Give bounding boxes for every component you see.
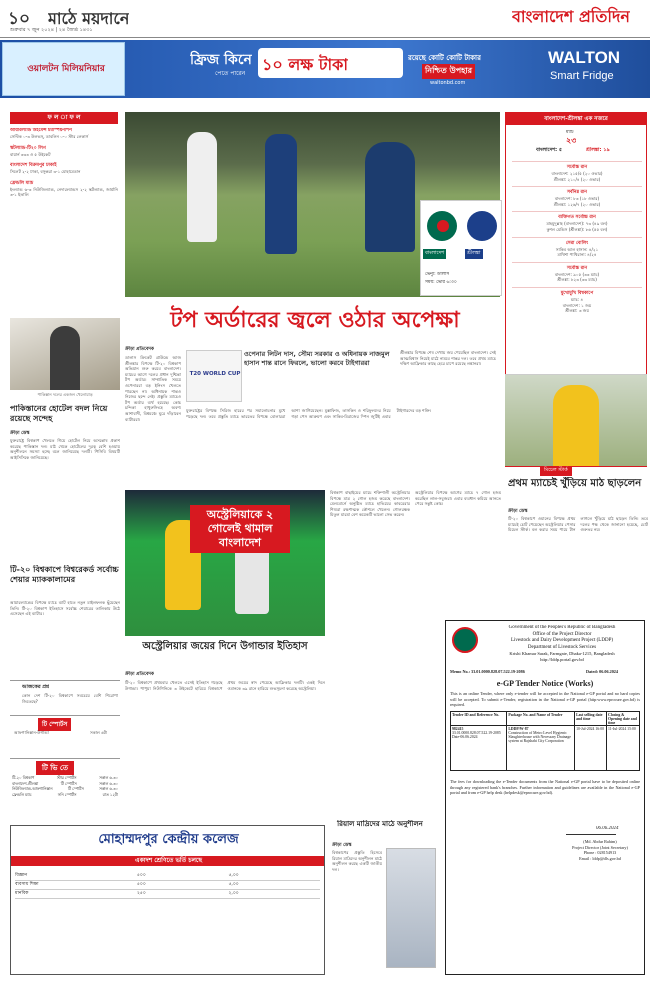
result-item [10, 128, 118, 140]
walton-ad-banner[interactable] [0, 40, 650, 98]
tender-title: e-GP Tender Notice (Works) [496, 679, 594, 688]
riyal-author: ক্রীড়া ডেস্ক [332, 843, 352, 848]
ad-mid-text2: নিশ্চিত উপহার [422, 64, 475, 79]
stark-figure [553, 385, 599, 466]
article-mid-text: যুক্তরাষ্ট্রের বিপক্ষে সিরিজ হারের পর সমালোচনার মুখে পড়েছে দল। তবে প্রস্তুতি ম্যাচে ভারতের বিপক্ষে বোলাররা আশা জাগিয়েছেন। মুস্তাফিজ, তাসকিন ও শরিফুলদের নিয়ে গড়া পেস আক্রমণ এবং সাকিব-মিরাজের স্পিন জুটিই এবার টাইগারদের বড় শক্তি। [186, 408, 432, 419]
tv-channel: টি স্পোর্টস [60, 780, 77, 786]
info-section [512, 287, 642, 314]
info-row: শ্রীলঙ্কা: ৮২৩ (৩৩ ম্যাচ) [557, 277, 597, 283]
ad-fridge-sub: পেতে পারেন [215, 70, 246, 77]
tender-th: Last selling date and time [575, 712, 607, 725]
ad-prize: ১০ লক্ষ টাকা [262, 55, 349, 74]
info-row: ম্যাচ: ৪ [570, 296, 584, 302]
result-body: সিলেট ২-২ ঢাকা, বসুন্ধরা ৩-১ মোহামেডান [10, 169, 81, 175]
tender-phone: Phone : 028154913 [583, 850, 617, 855]
results-column [10, 112, 118, 302]
result-head: বাংলাদেশ বিক্রমপুর ঢাকাই [10, 163, 57, 169]
section-title: মাঠে ময়দানে [48, 9, 130, 28]
info-sections [512, 161, 642, 318]
ad-left-panel [2, 42, 125, 96]
article-author: ক্রীড়া প্রতিবেদক [125, 347, 154, 352]
venue-text: ভেন্যু: ডালাস [425, 272, 450, 277]
wc-logo-text: T20 WORLD CUP [189, 371, 241, 377]
player-figure-1 [187, 132, 217, 242]
college-ad-sub: একাদশ শ্রেণিতে ভর্তি চলছে [11, 856, 325, 866]
tender-th: Tender ID and Reference No. [451, 712, 507, 725]
ad-prize-box [258, 48, 403, 78]
info-row: মাহমুদুল্লাহ (বাংলাদেশ): ৭৩ (৪৯ বল) [546, 221, 608, 227]
tender-memo: Memo No.: 33.01.0000.828.07.522.19-2086 [450, 669, 525, 674]
stark-author: ক্রীড়া ডেস্ক [508, 509, 528, 514]
tender-office: Office of the Project Director [532, 631, 592, 637]
pull-quote: ওপেনার লিটন দাস, সৌম্য সরকার ও অধিনায়ক নাজমুল হাসান শান্ত রানে ফিরলে, ভালো করবে টাইগাররা [244, 350, 390, 367]
college-ad-row [15, 881, 320, 890]
info-row: বাংলাদেশ: ৯০৫ (৩৩ ম্যাচ) [554, 271, 600, 277]
stark-caption: মিচেল স্টার্ক [540, 466, 572, 476]
bd-flag-icon [427, 211, 457, 241]
ad-millionaire-text: ওয়ালটন মিলিয়নিয়ার [27, 64, 105, 74]
bd-wins: বাংলাদেশ: ৫ [536, 147, 563, 153]
tender-address: Krishi Khamar Sarak, Farmgate, Dhaka-1215, Bangladesh [509, 651, 615, 656]
tv-channel: টি স্পোর্টস [67, 786, 84, 791]
results-list [10, 128, 118, 204]
riyal-photo [386, 848, 436, 968]
tv-event: ফ্রেন্ডলি ম্যাচ [12, 791, 32, 797]
info-row: সাকিব আল হাসান: ৪/২১ [555, 246, 599, 252]
tender-close: 11-Jul-2024 15:00 [608, 727, 636, 731]
college-cell: মানবিক [15, 891, 29, 896]
football-extra: অস্ট্রেলিয়ার বিপক্ষে আগের ম্যাচে ৭ গোল হজম করেছিল লাল-সবুজরা। এবার ব্যবধান কমিয়ে আনতে পেরে সন্তুষ্ট কোচ। [415, 490, 501, 507]
tender-signer-block [556, 839, 644, 861]
college-cell: ৫,০০ [228, 882, 239, 887]
tender-pkg: LDDP/W-87 [508, 727, 529, 731]
pakistan-player-photo [10, 318, 120, 390]
quiz-title: আজকের প্রশ্ন [22, 684, 50, 690]
college-cell: ২,০০ [228, 891, 239, 896]
college-ad[interactable] [10, 825, 325, 975]
info-section-title: মুখোমুখি বিশ্বকাপে [560, 290, 594, 296]
uganda-headline: অস্ট্রেলিয়ার জয়ের দিনে উগান্ডার ইতিহাস [142, 641, 308, 652]
sign-date: 06.06.2024 [596, 826, 619, 831]
tv-box [10, 758, 120, 818]
tv-time: সকাল ৬.৩০ [99, 786, 118, 791]
tender-td-id [451, 726, 507, 770]
info-row: শ্রীলঙ্কা: ৩ জয় [565, 308, 589, 314]
uganda-body: টি-২০ বিশ্বকাপে প্রথমবার খেলতে এসেই ইতিহাস গড়েছে উগান্ডা। পাপুয়া নিউগিনিকে ৩ উইকেটে হারিয়ে বিশ্বকাপে প্রথম জয়ের স্বাদ পেয়েছে আফ্রিকার দলটি। একই দিনে ওমানকে ৩৯ রানে হারিয়ে শুভসূচনা করেছে অস্ট্রেলিয়া। [125, 680, 325, 691]
tv-rows [12, 775, 118, 797]
info-section-title: সর্বোচ্চ রান [566, 265, 588, 271]
result-body: ইংল্যান্ড ৬-৩ নিউজিল্যান্ড, নেদারল্যান্ডস ২-২ স্কটল্যান্ড, জার্মানি ৩-১ ইতালি [10, 186, 118, 198]
stark-body: টি-২০ বিশ্বকাপে ওমানের বিপক্ষে প্রথম ম্যাচেই চোট পেয়েছেন অস্ট্রেলিয়ার পেসার মিচেল স্টার্ক। বল করার সময় পায়ে টান লাগলে খুঁড়িয়ে মাঠ ছাড়েন তিনি। তবে দলের পক্ষ থেকে জানানো হয়েছে, চোট গুরুতর নয়। [508, 516, 648, 533]
ad-fridge-text: ফ্রিজ কিনে [190, 52, 252, 68]
tv-row [12, 792, 118, 798]
result-body: সেল্টিক ০-৩ উলভস্‌, ডাবলিন ০-০ স্টার লেকার্স [10, 134, 89, 139]
sports-row-2: সকাল ৬টা [90, 730, 108, 735]
stark-photo [505, 374, 647, 466]
ad-web: waltonbd.com [430, 80, 466, 86]
info-row: বাংলাদেশ: ২১৫/৫ (২০ ওভার) [551, 171, 603, 176]
tender-web: http://lddp.portal.gov.bd [540, 657, 584, 662]
tender-dated: Dated: 06.06.2024 [586, 669, 618, 674]
page-header [0, 0, 650, 38]
result-item [10, 181, 118, 198]
info-box-title: বাংলাদেশ-শ্রীলঙ্কা এক নজরে [506, 113, 646, 125]
info-section [512, 262, 642, 283]
tender-td-pkg [507, 726, 575, 770]
info-section-title: সর্বনিম্ন রান [567, 190, 587, 196]
tender-intro: This is an online Tender, where only e-tender will be accepted in the National e-GP portal and no hard copies will be accepted. To submit e-Tender, registration in the National e-GP portal (http:www.eprocure.gov.bd) is required. [450, 691, 640, 707]
tender-sell: 10-Jul-2024 16:00 [575, 726, 607, 770]
matches-count: ২৩ [566, 136, 577, 145]
quiz-box [10, 680, 120, 710]
tender-table [450, 711, 640, 771]
tv-time: রাত ১২টা [102, 791, 118, 797]
tv-title: টি ভি তে [36, 761, 74, 775]
college-cell: বিজ্ঞান [15, 873, 28, 878]
ad-product: Smart Fridge [550, 70, 614, 82]
tv-time: সকাল ৬.৩০ [99, 775, 118, 780]
tender-email: Email : lddp@dls.gov.bd [579, 855, 621, 861]
info-section [512, 161, 642, 182]
sports-row-1: আফগানিস্তান-উগান্ডা [14, 730, 49, 735]
tender-notice [445, 620, 645, 975]
time-text: সময়: ভোর ৬:৩০ [425, 280, 457, 285]
sports-box-title: টি স্পোর্টস [38, 718, 71, 731]
result-head: আয়ারল্যান্ড উইমেন্স চ্যাম্পিয়নশিপ [10, 128, 72, 133]
info-section [512, 237, 642, 258]
info-row: বাংলাদেশ: ৮৩ (১৮ ওভার) [554, 196, 600, 202]
tender-signer-title: Project Director (Joint Secretary) [572, 844, 628, 850]
info-row: কুশল মেন্ডিস (শ্রীলঙ্কা): ৮৬ (৫৫ বল) [546, 226, 608, 232]
tender-th: Closing & Opening date and time [608, 713, 637, 725]
results-title: ফ ল া ফ ল [10, 112, 118, 124]
team1-label: বাংলাদেশ [423, 249, 446, 259]
masthead-logo: বাংলাদেশ প্রতিদিন [512, 7, 630, 26]
result-head: ফ্রেন্ডলি ম্যাচ [10, 180, 34, 186]
tender-fees: The fees for downloading the e-Tender documents from the National e-GP portal have to be deposited online through any registered bank's branches. Further information and guidelines are available in the National e-GP portal and from e-GP help desk (helpdesk@eprocure.gov.bd). [450, 779, 640, 795]
info-row: মাথিশা পাথিরানা: ৪/২৪ [557, 252, 597, 258]
tender-name: Construction of Metro Level Hygienic Slaughterhouse with Necessary Drainage system at Rajshahi City Corporation [508, 731, 571, 743]
tender-ref: 33.01.0000.828.07.522.19-2085 Date-06.06.2024 [452, 731, 501, 739]
info-row: শ্রীলঙ্কা: ২১০/৪ (২০ ওভার) [553, 176, 601, 182]
result-body: বায়ার্ন ৩৩৩ ও ৫ উইকেট [10, 151, 51, 157]
player-figure-3 [365, 142, 415, 252]
tender-gov: Government of the Peoples's Republic of Bangladesh [508, 625, 616, 630]
college-ad-row [15, 890, 320, 899]
info-section-title: সর্বোচ্চ রান [566, 165, 588, 170]
football-headline: অস্ট্রেলিয়াকে ২ গোলেই থামাল বাংলাদেশ [190, 505, 290, 553]
player-silhouette [50, 326, 80, 390]
article-right-text: শ্রীলঙ্কার বিপক্ষে শেষ দেখায় জয় পেয়েছিল বাংলাদেশ। সেই আত্মবিশ্বাস নিয়েই মাঠে নামবে শান্তর দল। তবে প্রথম ম্যাচে দক্ষিণ আফ্রিকার কাছে হেরে চাপে রয়েছে লঙ্কানরা। [400, 350, 496, 367]
quiz-question: কোন দেশ টি-২০ বিশ্বকাপে সবচেয়ে বেশি শিরোপা জিতেছে? [22, 693, 118, 704]
result-item [10, 146, 118, 158]
tv-channel: স্টার স্পোর্টস [57, 775, 77, 780]
pakistan-photo-caption: পাকিস্তান দলের একজন খেলোয়াড় [37, 392, 93, 397]
college-cell: ৫০০ [137, 882, 146, 887]
uganda-author: ক্রীড়া প্রতিবেদক [125, 672, 154, 677]
college-cell: ৫,০০ [228, 873, 239, 878]
college-cell: ২৫০ [137, 891, 146, 896]
riyal-body: বিশ্বকাপের প্রস্তুতি হিসেবে রিয়াল মাদ্রিদের অনুশীলন মাঠে অনুশীলন করছে একটি জাতীয় দল। [332, 850, 382, 872]
college-cell: ৫০০ [137, 873, 146, 878]
stark-headline: প্রথম ম্যাচেই খুঁড়িয়ে মাঠ ছাড়লেন [508, 478, 642, 489]
tender-table-header [451, 712, 639, 726]
result-head: স্কটল্যান্ড-টি২০ লিগ [10, 145, 46, 151]
tender-th: Package No. and Name of Tender [507, 712, 575, 725]
main-headline: টপ অর্ডারের জ্বলে ওঠার অপেক্ষা [170, 307, 460, 333]
tender-table-row [451, 726, 639, 770]
sl-flag-icon [467, 211, 497, 241]
tv-event: বাংলাদেশ-শ্রীলঙ্কা [12, 780, 39, 786]
bottom-story-body: আয়ারল্যান্ডের বিপক্ষে ম্যাচে ব্যাট হাতে নতুন মাইলফলক ছুঁয়েছেন তিনি। টি-২০ বিশ্বকাপ ইতিহাসে সর্বোচ্চ শেয়ারের তালিকায় উঠে এসেছেন এই ব্যাটার। [10, 600, 120, 617]
pakistan-hotel-author: ক্রীড়া ডেস্ক [10, 431, 30, 436]
wc-logo-box [186, 350, 242, 402]
tender-signer: (Md. Abdur Rahim) [583, 839, 617, 844]
info-section-title: ব্যক্তিগত সর্বোচ্চ রান [558, 215, 596, 221]
sl-wins: শ্রীলঙ্কা: ১৯ [586, 147, 610, 153]
football-body: বিশ্বকাপ বাছাইয়ের ম্যাচে শক্তিশালী অস্ট্রেলিয়ার বিপক্ষে মাত্র ২ গোল হজম করেছে বাংলাদেশ। মেলবোর্নে অনুষ্ঠিত ম্যাচে হাভিয়ের কাবরেরার শিষ্যরা রক্ষণাত্মক কৌশলে খেলেন। গোলরক্ষক মিতুল মারমা বেশ কয়েকটি ভালো সেভ করেন। [330, 490, 410, 518]
college-ad-row [15, 872, 320, 881]
bd-flag-dot [437, 220, 449, 232]
college-ad-title: মোহাম্মদপুর কেন্দ্রীয় কলেজ [98, 832, 239, 847]
team2-label: শ্রীলঙ্কা [465, 249, 483, 259]
info-section [512, 186, 642, 207]
pakistan-hotel-headline: পাকিস্তানের হোটেল বদল নিয়ে রয়েছে সন্দেহ [10, 404, 108, 423]
pakistan-hotel-body: যুক্তরাষ্ট্রে বিশ্বকাপ খেলতে গিয়ে হোটেল নিয়ে অসন্তোষ প্রকাশ করেছে পাকিস্তান দল। মাঠ থেকে হোটেলের দূরত্ব বেশি হওয়ায় অনুশীলনে সমস্যা হচ্ছে বলে জানিয়েছে দলটি। পিসিবি বিষয়টি আইসিসিকে জানিয়েছে। [10, 438, 120, 460]
player-figure-2 [265, 134, 297, 254]
tv-time: সকাল ৬.৩০ [99, 780, 118, 786]
sports-box [10, 715, 120, 753]
gov-emblem-icon [452, 627, 478, 653]
riyal-headline: রিয়াল মাদ্রিদের মাঠে অনুশীলন [337, 820, 423, 828]
bottom-story-headline: টি-২০ বিশ্বকাপে বিশ্বরেকর্ড সর্বোচ্চ শেয়ার ম্যাককালামের [10, 565, 119, 584]
college-cell: ব্যবসায় শিক্ষা [15, 882, 39, 887]
tender-id: 982415 [452, 727, 464, 731]
tv-event: নিউজিল্যান্ড-আফগানিস্তান [12, 786, 53, 791]
page-number: ১০ [8, 9, 31, 29]
ad-brand: WALTON [548, 48, 621, 67]
article-left-text: ডালাস ক্রিকেট গ্রাউন্ডে আজ শ্রীলঙ্কার বিপক্ষে টি-২০ বিশ্বকাপ অভিযান শুরু করবে বাংলাদেশ। ম্যাচের আগে দলের প্রধান দুশ্চিন্তা টপ অর্ডার। সাম্প্রতিক সময়ে ওপেনাররা বড় ইনিংস খেলতে পারছেন না। অধিনায়ক শান্তও নিজের ছন্দে নেই। প্রস্তুতি ম্যাচেও টপ অর্ডার ব্যর্থ হয়েছে। কোচ চন্দিকা হাথুরুসিংহে অবশ্য আশাবাদী, বিশ্বমঞ্চে ঘুরে দাঁড়াবেন ব্যাটাররা। [125, 355, 181, 422]
college-ad-table [15, 872, 320, 899]
matches-label: ম্যাচ [566, 130, 574, 135]
tv-channel: সনি স্পোর্টস [57, 791, 77, 797]
info-section-title: সেরা বোলিং [565, 240, 589, 246]
info-row: বাংলাদেশ: ১ জয় [562, 302, 592, 308]
info-row: শ্রীলঙ্কা: ১২৬/৭ (২০ ওভার) [553, 201, 601, 207]
team-flags-panel [420, 200, 502, 296]
tender-header [480, 625, 644, 663]
tv-event: টি-২০ বিশ্বকাপ [12, 775, 35, 780]
tender-project: Livestock and Dairy Development Project (LDDP) [510, 638, 614, 643]
page-date: শুক্রবার ৭ জুন ২০২৪ | ২৪ জ্যৈষ্ঠ ১৪৩১ [10, 27, 93, 33]
result-item [10, 163, 118, 175]
ad-mid-text: রয়েছে কোটি কোটি টাকার [408, 54, 481, 62]
tender-dept: Department of Livestock Services [527, 644, 597, 650]
info-section [512, 211, 642, 232]
